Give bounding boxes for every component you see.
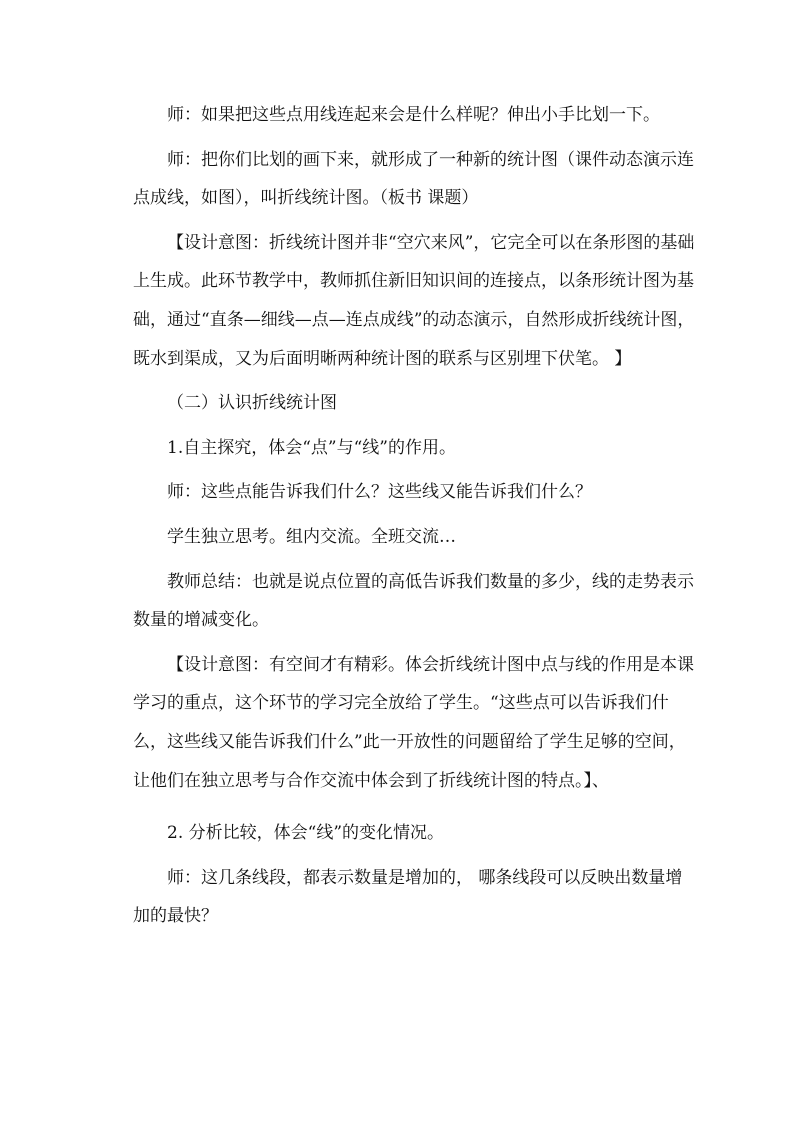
paragraph-teacher-connect-dots: 师：如果把这些点用线连起来会是什么样呢？伸出小手比划一下。	[167, 105, 660, 125]
paragraph-teacher-question-points-lines: 师：这些点能告诉我们什么？这些线又能告诉我们什么？	[167, 482, 592, 503]
paragraph-student-discussion: 学生独立思考。组内交流。全班交流…	[167, 526, 456, 547]
paragraph-design-intent-2: 【设计意图：有空间才有精彩。体会折线统计图中点与线的作用是本课学习的重点，这个环节的学习完全放给了学生。“这些点可以告诉我们什么，这些线又能告诉我们什么”此一开放性的问题留给了学生足够的空间，让他们在独立思考与合作交流中体会到了折线统计图的特点。】、	[133, 654, 694, 791]
item-1-self-explore: 1.自主探究，体会“点”与“线”的作用。	[167, 437, 456, 458]
paragraph-design-intent-1: 【设计意图：折线统计图并非“空穴来风”，它完全可以在条形图的基础上生成。此环节教学中，教师抓住新旧知识间的连接点，以条形统计图为基础，通过“直条—细线—点—连点成线”的动态演示，自然形成折线统计图，既水到渠成，又为后面明晰两种统计图的联系与区别埋下伏笔。 】	[133, 232, 695, 369]
document-body	[133, 96, 696, 936]
paragraph-teacher-summary: 教师总结：也就是说点位置的高低告诉我们数量的多少，线的走势表示数量的增减变化。	[133, 571, 694, 631]
item-2-analyze-compare: 2. 分析比较，体会“线”的变化情况。	[167, 823, 445, 844]
section-heading-recognize-line-chart: （二）认识折线统计图	[167, 393, 337, 414]
paragraph-teacher-draw-line-chart: 师：把你们比划的画下来，就形成了一种新的统计图（课件动态演示连点成线，如图），叫折线统计图。（板书 课题）	[133, 149, 694, 209]
paragraph-teacher-question-fastest: 师：这几条线段，都表示数量是增加的， 哪条线段可以反映出数量增加的最快？	[133, 867, 683, 927]
